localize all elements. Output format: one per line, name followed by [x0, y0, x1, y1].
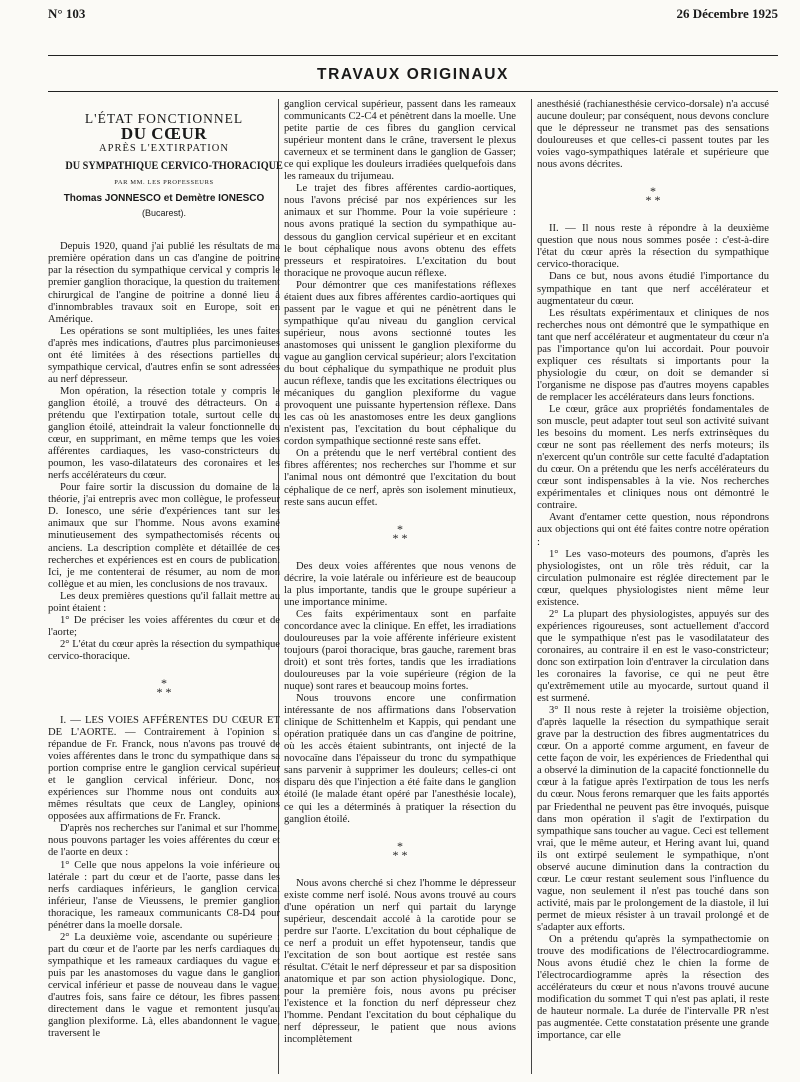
article-title-line4: DU SYMPATHIQUE CERVICO-THORACIQUE	[65, 158, 283, 173]
column-1	[48, 99, 283, 1040]
paragraph: Nous avons cherché si chez l'homme le dépresseur existe comme nerf isolé. Nous avons trouvé au cours d'une opération un nerf qui partait du larynge supérieur, descendait accolé à la carotide pour se perdre sur l'aorte. L'excitation du bout céphalique de ce nerf a produit un effet hypotenseur, tandis que l'excitation de son bout aortique est restée sans résultat. C'était le nerf dépresseur et par sa disposition anatomique et par son action physiologique. Donc, pour la première fois, nous avons pu préciser l'existence et la fonction du nerf dépresseur chez l'homme. Pendant l'excitation du bout céphalique du nerf dépresseur, le patient que nous avions incomplètement	[284, 877, 516, 1046]
paragraph: Les deux premières questions qu'il fallait mettre au point étaient :	[48, 590, 280, 614]
byline-prefix: PAR MM. LES PROFESSEURS	[114, 179, 214, 187]
paragraph: Le trajet des fibres afférentes cardio-aortiques, nous l'avons précisé par nos expériences sur les animaux et sur l'homme. Pour la voie supérieure : nous avons pratiqué la section du sympathique au-dessous du ganglion cervical supérieur et en excitant le bout céphalique nous avons obtenu des effets presseurs et respiratoires. L'excitation du bout thoracique ne provoque aucun réflexe.	[284, 183, 516, 279]
paragraph: Le cœur, grâce aux propriétés fondamentales de son muscle, peut adapter tout seul son activité suivant les besoins du moment. Les nerfs extrinsèques du cœur ne sont pas réellement des nerfs moteurs; ils n'exercent qu'un contrôle sur cette faculté d'adaptation du cœur. On a prétendu que les nerfs accélérateurs du cœur sont indispensables à la vie. Nos recherches expérimentales et cliniques nous ont démontré le contraire.	[537, 403, 769, 512]
paragraph: anesthésié (rachianesthésie cervico-dorsale) n'a accusé aucune douleur; par conséquent, nous devons conclure que le dépresseur ne transmet pas des sensations douloureuses et que celles-ci passent toutes par les voies vago-sympathiques latérale et supérieure que nous avons décrites.	[537, 99, 769, 171]
column-divider	[531, 99, 532, 1074]
column-2	[284, 99, 516, 1046]
section-separator: * * *	[156, 675, 172, 699]
section-title: TRAVAUX ORIGINAUX	[317, 66, 509, 83]
paragraph: Depuis 1920, quand j'ai publié les résultats de ma première opération dans un cas d'angine de poitrine par la résection du sympathique cervical y compris le premier ganglion thoracique, la question du traitement chirurgical de l'angine de poitrine a donné lieu à d'innombrables travaux soit en Europe, soit en Amérique.	[48, 241, 280, 325]
paragraph: D'après nos recherches sur l'animal et sur l'homme, nous pouvons partager les voies afférentes du cœur et de l'aorte en deux :	[48, 823, 280, 859]
paragraph: ganglion cervical supérieur, passent dans les rameaux communicants C2-C4 et pénètrent dans la moelle. Une petite partie de ces fibres du ganglion cervical supérieur montent dans le crâne, traversent le plexus caverneux et se terminent dans le ganglion de Gasser; ce qui explique les douleurs irradiées quelquefois dans les rameaux du trijumeau.	[284, 99, 516, 183]
paragraph: On a prétendu qu'après la sympathectomie on trouve des modifications de l'électrocardiogramme. Nous avons étudié chez le chien la forme de l'électrocardiogramme après la résection des accélérateurs du cœur et nous n'avons trouvé aucune modification du sommet T qui n'est pas aplati, il reste de hauteur normale. La durée de l'intervalle PR n'est pas augmentée. Cette constatation présente une grande importance, car elle	[537, 934, 769, 1042]
issue-number: N° 103	[48, 6, 86, 21]
paragraph: 2° L'état du cœur après la résection du sympathique cervico-thoracique.	[48, 638, 280, 662]
page-header	[48, 6, 778, 22]
paragraph: Pour faire sortir la discussion du domaine de la théorie, j'ai entrepris avec mon collègue, le professeur D. Ionesco, une série d'expériences tant sur les animaux que sur l'homme. Nous avons examiné minutieusement des sympathectomisés récents ou anciens. La description complète et détaillée de ces recherches et expériences est en cours de publication. Ici, je me contenterai de résumer, au nom de mon collègue et au mien, les conclusions de nos travaux.	[48, 482, 280, 590]
article-authors: Thomas JONNESCO et Demètre IONESCO	[63, 193, 265, 205]
section-separator: * * *	[392, 521, 408, 545]
paragraph: 1° Les vaso-moteurs des poumons, d'après les physiologistes, ont un rôle très réduit, car la circulation pulmonaire est réglée directement par le cœur, quelques physiologistes nient même leur existence.	[537, 548, 769, 608]
paragraph: Dans ce but, nous avons étudié l'importance du sympathique en tant que nerf accélérateur et augmentateur du cœur.	[537, 271, 769, 307]
article-title-line2: DU CŒUR	[120, 124, 208, 144]
paragraph: Ces faits expérimentaux sont en parfaite concordance avec la clinique. En effet, les irradiations douloureuses par la voie afférente inférieure existent toujours (paroi thoracique, bras gauche, rarement bras droit) et sont très fortes, tandis que les irradiations douloureuses par la voie supérieure (région de la nuque) sont rares et beaucoup moins fortes.	[284, 608, 516, 693]
paragraph: Avant d'entamer cette question, nous répondrons aux objections qui ont été faites contre notre opération :	[537, 512, 769, 548]
column-3	[537, 99, 769, 1042]
article-title-line1: L'ÉTAT FONCTIONNEL	[84, 111, 244, 126]
paragraph: Nous trouvons encore une confirmation intéressante de nos affirmations dans l'observation clinique de Schittenhelm et Kappis, qui pendant une opération pratiquée dans un cas d'angine de poitrine, où les accès étaient subintrants, ont injecté de la novocaïne dans l'épaisseur du tronc du sympathique sans parvenir à supprimer les douleurs; celles-ci ont disparu dès que l'injection a été faite dans le ganglion étoilé (le malade étant opéré par l'anesthésie locale), ce qui les a déterminés à pratiquer la résection du ganglion étoilé.	[284, 693, 516, 825]
paragraph: Les résultats expérimentaux et cliniques de nos recherches nous ont démontré que le sympathique en tant que nerf accélérateur et augmentateur du cœur n'a pas l'importance qu'on lui accordait. Pour pouvoir expliquer ces résultats si importants pour la physiologie du cœur, on doit se demander si l'organisme ne dispose pas d'autres moyens capables de remplacer les accélérateurs dans leurs fonctions.	[537, 307, 769, 403]
section-separator: * * *	[645, 184, 661, 208]
paragraph: On a prétendu que le nerf vertébral contient des fibres afférentes; nos recherches sur l'homme et sur l'animal nous ont démontré que l'excitation du bout céphalique de ce nerf, après son isolement minutieux, reste sans aucun effet.	[284, 448, 516, 508]
paragraph: Mon opération, la résection totale y compris le ganglion étoilé, a trouvé des détracteurs. On a prétendu que l'extirpation totale, surtout celle du ganglion étoilé, atteindrait la valeur fonctionnelle du cœur, en supprimant, en même temps que les voies afférentes cardiaques, les vaso-constricteurs du poumon, les vaso-dilatateurs des coronaires et les nerfs accélérateurs du cœur.	[48, 385, 280, 482]
paragraph: Les opérations se sont multipliées, les unes faites d'après mes indications, d'autres plus parcimonieuses ont été limitées à des résections partielles du sympathique cervical, d'autres enfin se sont adressées au nerf dépresseur.	[48, 325, 280, 385]
paragraph: Des deux voies afférentes que nous venons de décrire, la voie latérale ou inférieure est de beaucoup la plus importante, tandis que le groupe supérieur a une importance minime.	[284, 560, 516, 608]
article-title-block	[48, 111, 283, 219]
article-title-line3: APRÈS L'EXTIRPATION	[99, 143, 229, 155]
article-location: (Bucarest).	[141, 208, 186, 219]
paragraph: 1° De préciser les voies afférentes du cœur et de l'aorte;	[48, 614, 280, 638]
header-rule	[48, 55, 778, 56]
section-separator: * * *	[392, 838, 408, 862]
issue-date: 26 Décembre 1925	[676, 6, 778, 21]
paragraph: II. — Il nous reste à répondre à la deuxième question que nous nous sommes posée : c'est-à-dire l'état du cœur après la résection du sympathique cervico-thoracique.	[537, 223, 769, 271]
paragraph: Pour démontrer que ces manifestations réflexes étaient dues aux fibres afférentes cardio-aortiques qui passent par le vague et qui ne pénètrent dans le sympathique qu'au niveau du ganglion cervical supérieur, nous avons sectionné toutes les anastomoses qui unissent le ganglion plexiforme du vague au ganglion cervical supérieur; alors l'excitation du bout céphalique du sympathique ne produit plus aucun réflexe, tandis que les excitations électriques ou mécaniques du ganglion plexiforme du vague provoquent une puissante hypertension réflexe. Dans les cas où les anastomoses entre les deux ganglions n'existent pas, l'excitation du bout céphalique du cordon sympathique sectionné reste sans effet.	[284, 279, 516, 448]
paragraph: 2° La deuxième voie, ascendante ou supérieure : part du cœur et de l'aorte par les nerfs cardiaques du sympathique et les rameaux cardiaques du vague et puis par les anastomoses du vague dans le ganglion cervical inférieur et passe de nouveau dans le vague; d'autres fois, sans faire ce détour, les fibres passent directement dans le vague et remontent jusqu'au ganglion plexiforme. Là, elles abandonnent le vague, traversent le	[48, 931, 280, 1040]
paragraph: 2° La plupart des physiologistes, appuyés sur des expériences rigoureuses, sont actuellement d'accord que le sympathique n'est pas le vasodilatateur des coronaires, au contraire il en est le vaso-constricteur; donc son extirpation loin d'entraver la circulation dans les coronaires la favorise, ce qui ne peut être qu'extrêmement utile au myocarde, surtout quand il est surmené.	[537, 608, 769, 705]
paragraph: 1° Celle que nous appelons la voie inférieure ou latérale : part du cœur et de l'aorte, passe dans les nerfs cardiaques inférieurs, le ganglion cervical inférieur, l'anse de Vieussens, le premier ganglion thoracique, les rameaux communicants C8-D4 pour pénétrer dans la moelle dorsale.	[48, 859, 280, 931]
section-rule	[48, 91, 778, 92]
paragraph: 3° Il nous reste à rejeter la troisième objection, d'après laquelle la résection du sympathique serait grave par la destruction des fibres augmentatrices du cœur. On a apporté comme argument, en faveur de cette façon de voir, les expériences de Friedenthal qui a observé la diminution de la capacité fonctionnelle du cœur à la fatigue après l'extirpation de tous les nerfs du cœur. Nous ferons remarquer que les faits apportés par Friedenthal ne peuvent pas être invoqués, puisque dans mon opération il s'agit de l'extirpation du sympathique sans toucher au vague. Ceci est tellement vrai, que le même auteur, et Hering avant lui, quand ils ont extirpé seulement le sympathique, n'ont observé aucune diminution dans la contraction du cœur. Le cœur restant seulement sous l'influence du vague, non seulement il n'est pas touché dans son activité, mais par le prolongement de la diastole, il lui permet de mieux résister à un travail prolongé et de s'adapter aux efforts.	[537, 705, 769, 933]
paragraph: I. — LES VOIES AFFÉRENTES DU CŒUR ET DE L'AORTE. — Contrairement à l'opinion si répandue de Fr. Franck, nous n'avons pas trouvé de voies afférentes dans le tronc du sympathique dans sa portion comprise entre le ganglion cervical supérieur et le ganglion cervical inférieur. Donc, nos expériences sur l'homme nous ont conduits aux mêmes résultats que ceux de Langley, opinions opposées aux affirmations de Fr. Franck.	[48, 714, 280, 823]
